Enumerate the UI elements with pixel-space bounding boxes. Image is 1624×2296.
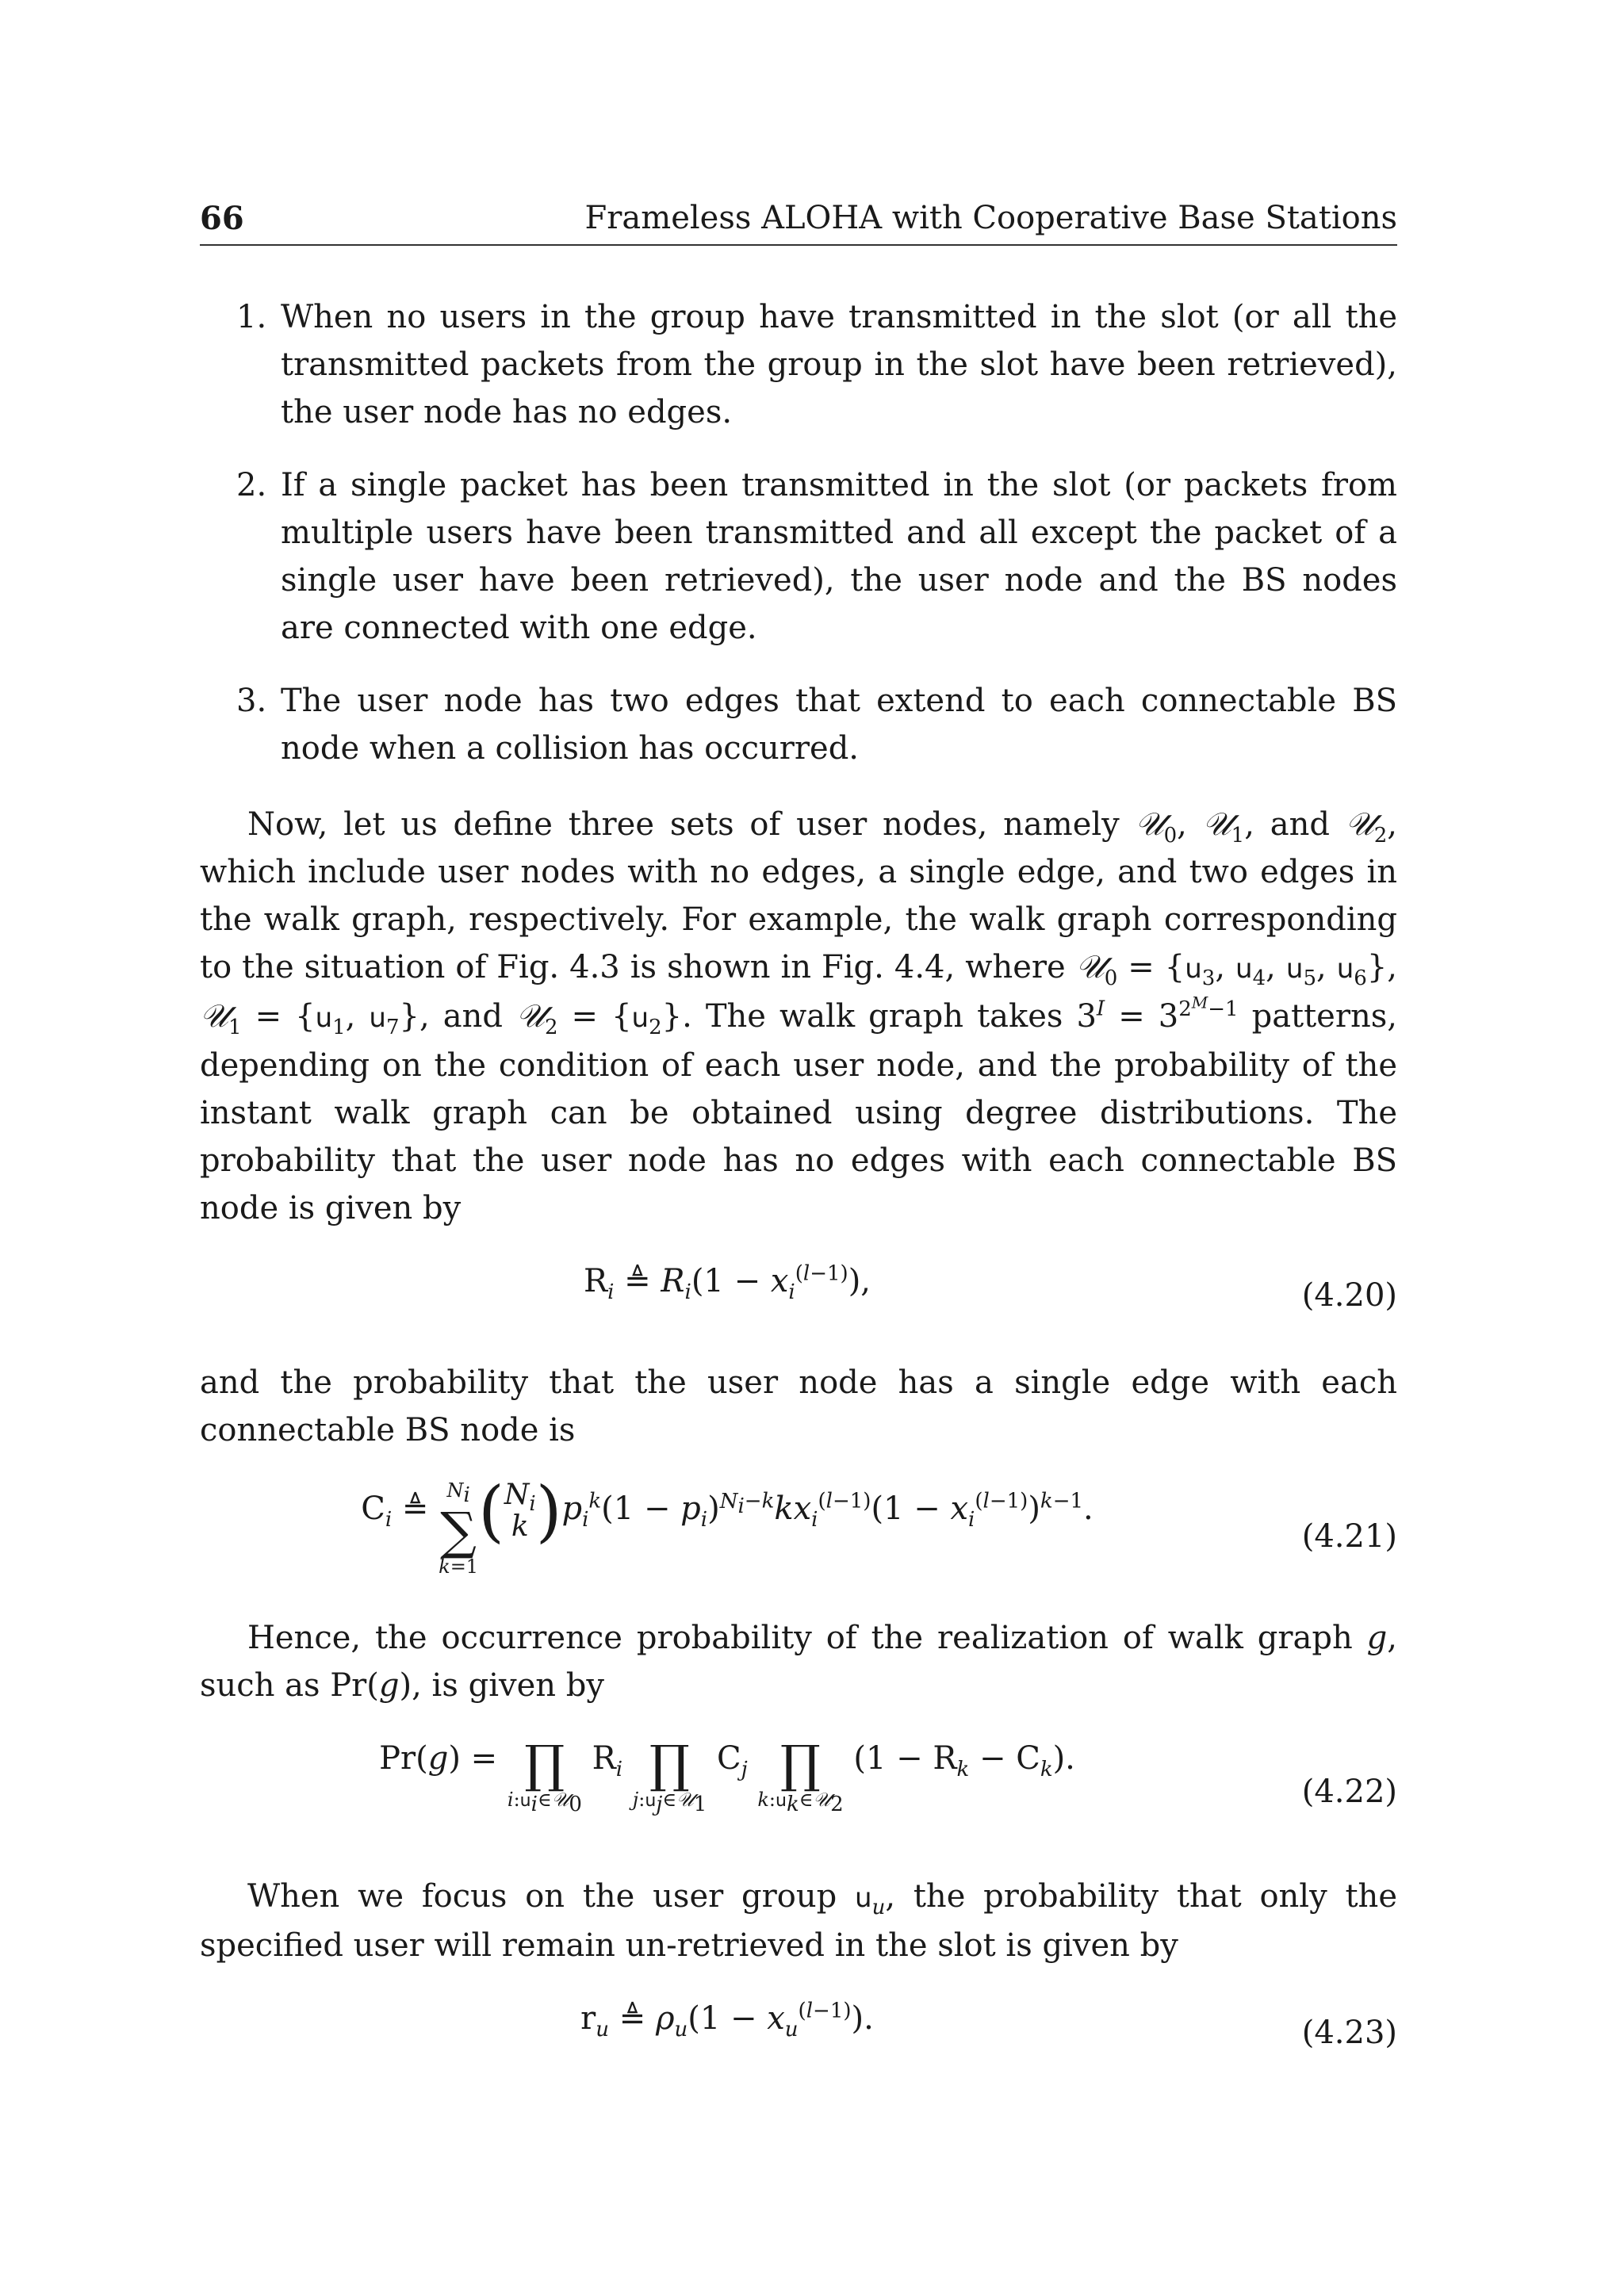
- paragraph-user-group: When we focus on the user group $u_u$, the probability that only the specified user will remain un-retrieved in the slot is given by: [200, 1878, 1397, 1964]
- paragraph-single-edge: and the probability that the user node has a single edge with each connectable BS node is: [200, 1364, 1397, 1448]
- page-body: [200, 293, 1397, 2096]
- running-header: [200, 197, 1397, 246]
- equation-number: (4.20): [1301, 1277, 1397, 1314]
- equation-4-23: $r_u$ ≜ $\rho_u(1 - x_u^{(l-1)})$. (4.23): [200, 1995, 1397, 2071]
- paragraph-occurrence: Hence, the occurrence probability of the realization of walk graph g, such as Pr(g), is given by: [200, 1620, 1397, 1704]
- equation-4-21: $C_i$ ≜ $N_i$ ∑ k=1 ($N_i$ k )$p_i^k(1 - p_i)^{N_i-k}kx_i^{(l-1)}(1 - x_i^{(l-1)})^{k-1}$. (4.21): [361, 1472, 1397, 1578]
- running-title: Frameless ALOHA with Cooperative Base Stations: [584, 200, 1397, 236]
- equation-4-22: Pr(g) = ∏ $i:u_i\in 𝒰_0$ $R_i$ ∏ $j:u_j\in 𝒰_1$ $C_j$ ∏ $k:u_k\in 𝒰_2$ $(1 - R_k - C_k)$. (4.22): [379, 1735, 1397, 1816]
- numbered-list: [200, 293, 1397, 772]
- equation-number: (4.23): [1301, 2015, 1397, 2051]
- equation-number: (4.22): [1301, 1774, 1397, 1810]
- equation-4-20: $R_i$ ≜ $R_i(1 - x_i^{(l-1)})$, (4.20): [200, 1257, 1397, 1334]
- equation-number: (4.21): [1301, 1518, 1397, 1555]
- list-item: 1. When no users in the group have transmitted in the slot (or all the transmitted packets from the group in the slot have been retrieved), the user node has no edges.: [236, 299, 1397, 430]
- list-item: 2. If a single packet has been transmitted in the slot (or packets from multiple users have been transmitted and all except the packet of a single user have been retrieved), the user node and the BS nodes are connected with one edge.: [236, 467, 1397, 646]
- paragraph-user-sets: Now, let us define three sets of user nodes, namely 𝒰$_0$, 𝒰$_1$, and 𝒰$_2$, which include user nodes with no edges, a single edge, and two edges in the walk graph, respectively. For example, the walk graph corresponding to the situation of Fig. 4.3 is shown in Fig. 4.4, where 𝒰$_0$ = {$u_3$, $u_4$, $u_5$, $u_6$}, 𝒰$_1$ = {$u_1$, $u_7$}, and 𝒰$_2$ = $\{u_2\}$. The walk graph takes $3^I = 3^{2^M-1}$ patterns, depending on the condition of each user node, and the probability of the instant walk graph can be obtained using degree distributions. The probability that the user node has no edges with each connectable BS node is given by: [200, 806, 1398, 1226]
- page-number: 66: [200, 200, 244, 237]
- list-item: 3. The user node has two edges that extend to each connectable BS node when a collision has occurred.: [236, 683, 1397, 767]
